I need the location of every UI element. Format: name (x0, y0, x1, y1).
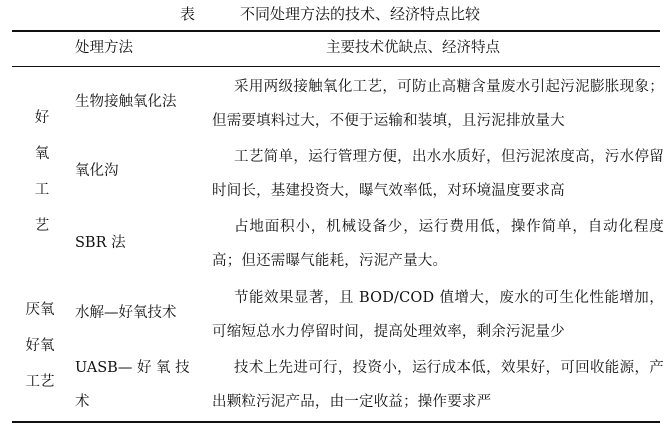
table-bottom-rule (12, 421, 660, 423)
method-uasb-aerobic: UASB— 好 氧 技 术 (75, 360, 190, 410)
category-anaerobic-aerobic: 厌氧 好氧 工艺 (25, 302, 55, 390)
category-aerobic: 好 氧 工 艺 (34, 110, 50, 234)
table-label: 表 (180, 5, 196, 23)
method-sbr: SBR 法 (75, 235, 126, 251)
features-uasb-aerobic: 技术上先进可行，投资小，运行成本低，效果好，可回收能源，产出颗粒污泥产品，由一定收益；操作要求严 (212, 360, 664, 410)
table-caption (0, 4, 672, 24)
header-features: 主要技术优缺点、经济特点 (326, 40, 500, 56)
table-top-rule (12, 30, 660, 32)
features-contact-oxidation: 采用两级接触氧化工艺，可防止高糖含量废水引起污泥膨胀现象；但需要填料过大，不便于运输和装填，且污泥排放量大 (212, 79, 664, 129)
method-oxidation-ditch: 氧化沟 (75, 163, 119, 179)
method-hydrolysis-aerobic: 水解—好氧技术 (75, 305, 177, 321)
table-title: 不同处理方法的技术、经济特点比较 (240, 5, 481, 23)
method-contact-oxidation: 生物接触氧化法 (75, 94, 177, 110)
header-method: 处理方法 (75, 40, 133, 56)
table-header-rule (12, 66, 660, 67)
features-hydrolysis-aerobic: 节能效果显著，且 BOD/COD 值增大，废水的可生化性能增加，可缩短总水力停留时间，提高处理效率，剩余污泥量少 (212, 290, 664, 340)
features-sbr: 占地面积小，机械设备少，运行费用低，操作简单，自动化程度高；但还需曝气能耗，污泥产量大。 (212, 219, 664, 269)
features-oxidation-ditch: 工艺简单，运行管理方便，出水水质好，但污泥浓度高，污水停留时间长，基建投资大，曝气效率低，对环境温度要求高 (212, 149, 664, 199)
